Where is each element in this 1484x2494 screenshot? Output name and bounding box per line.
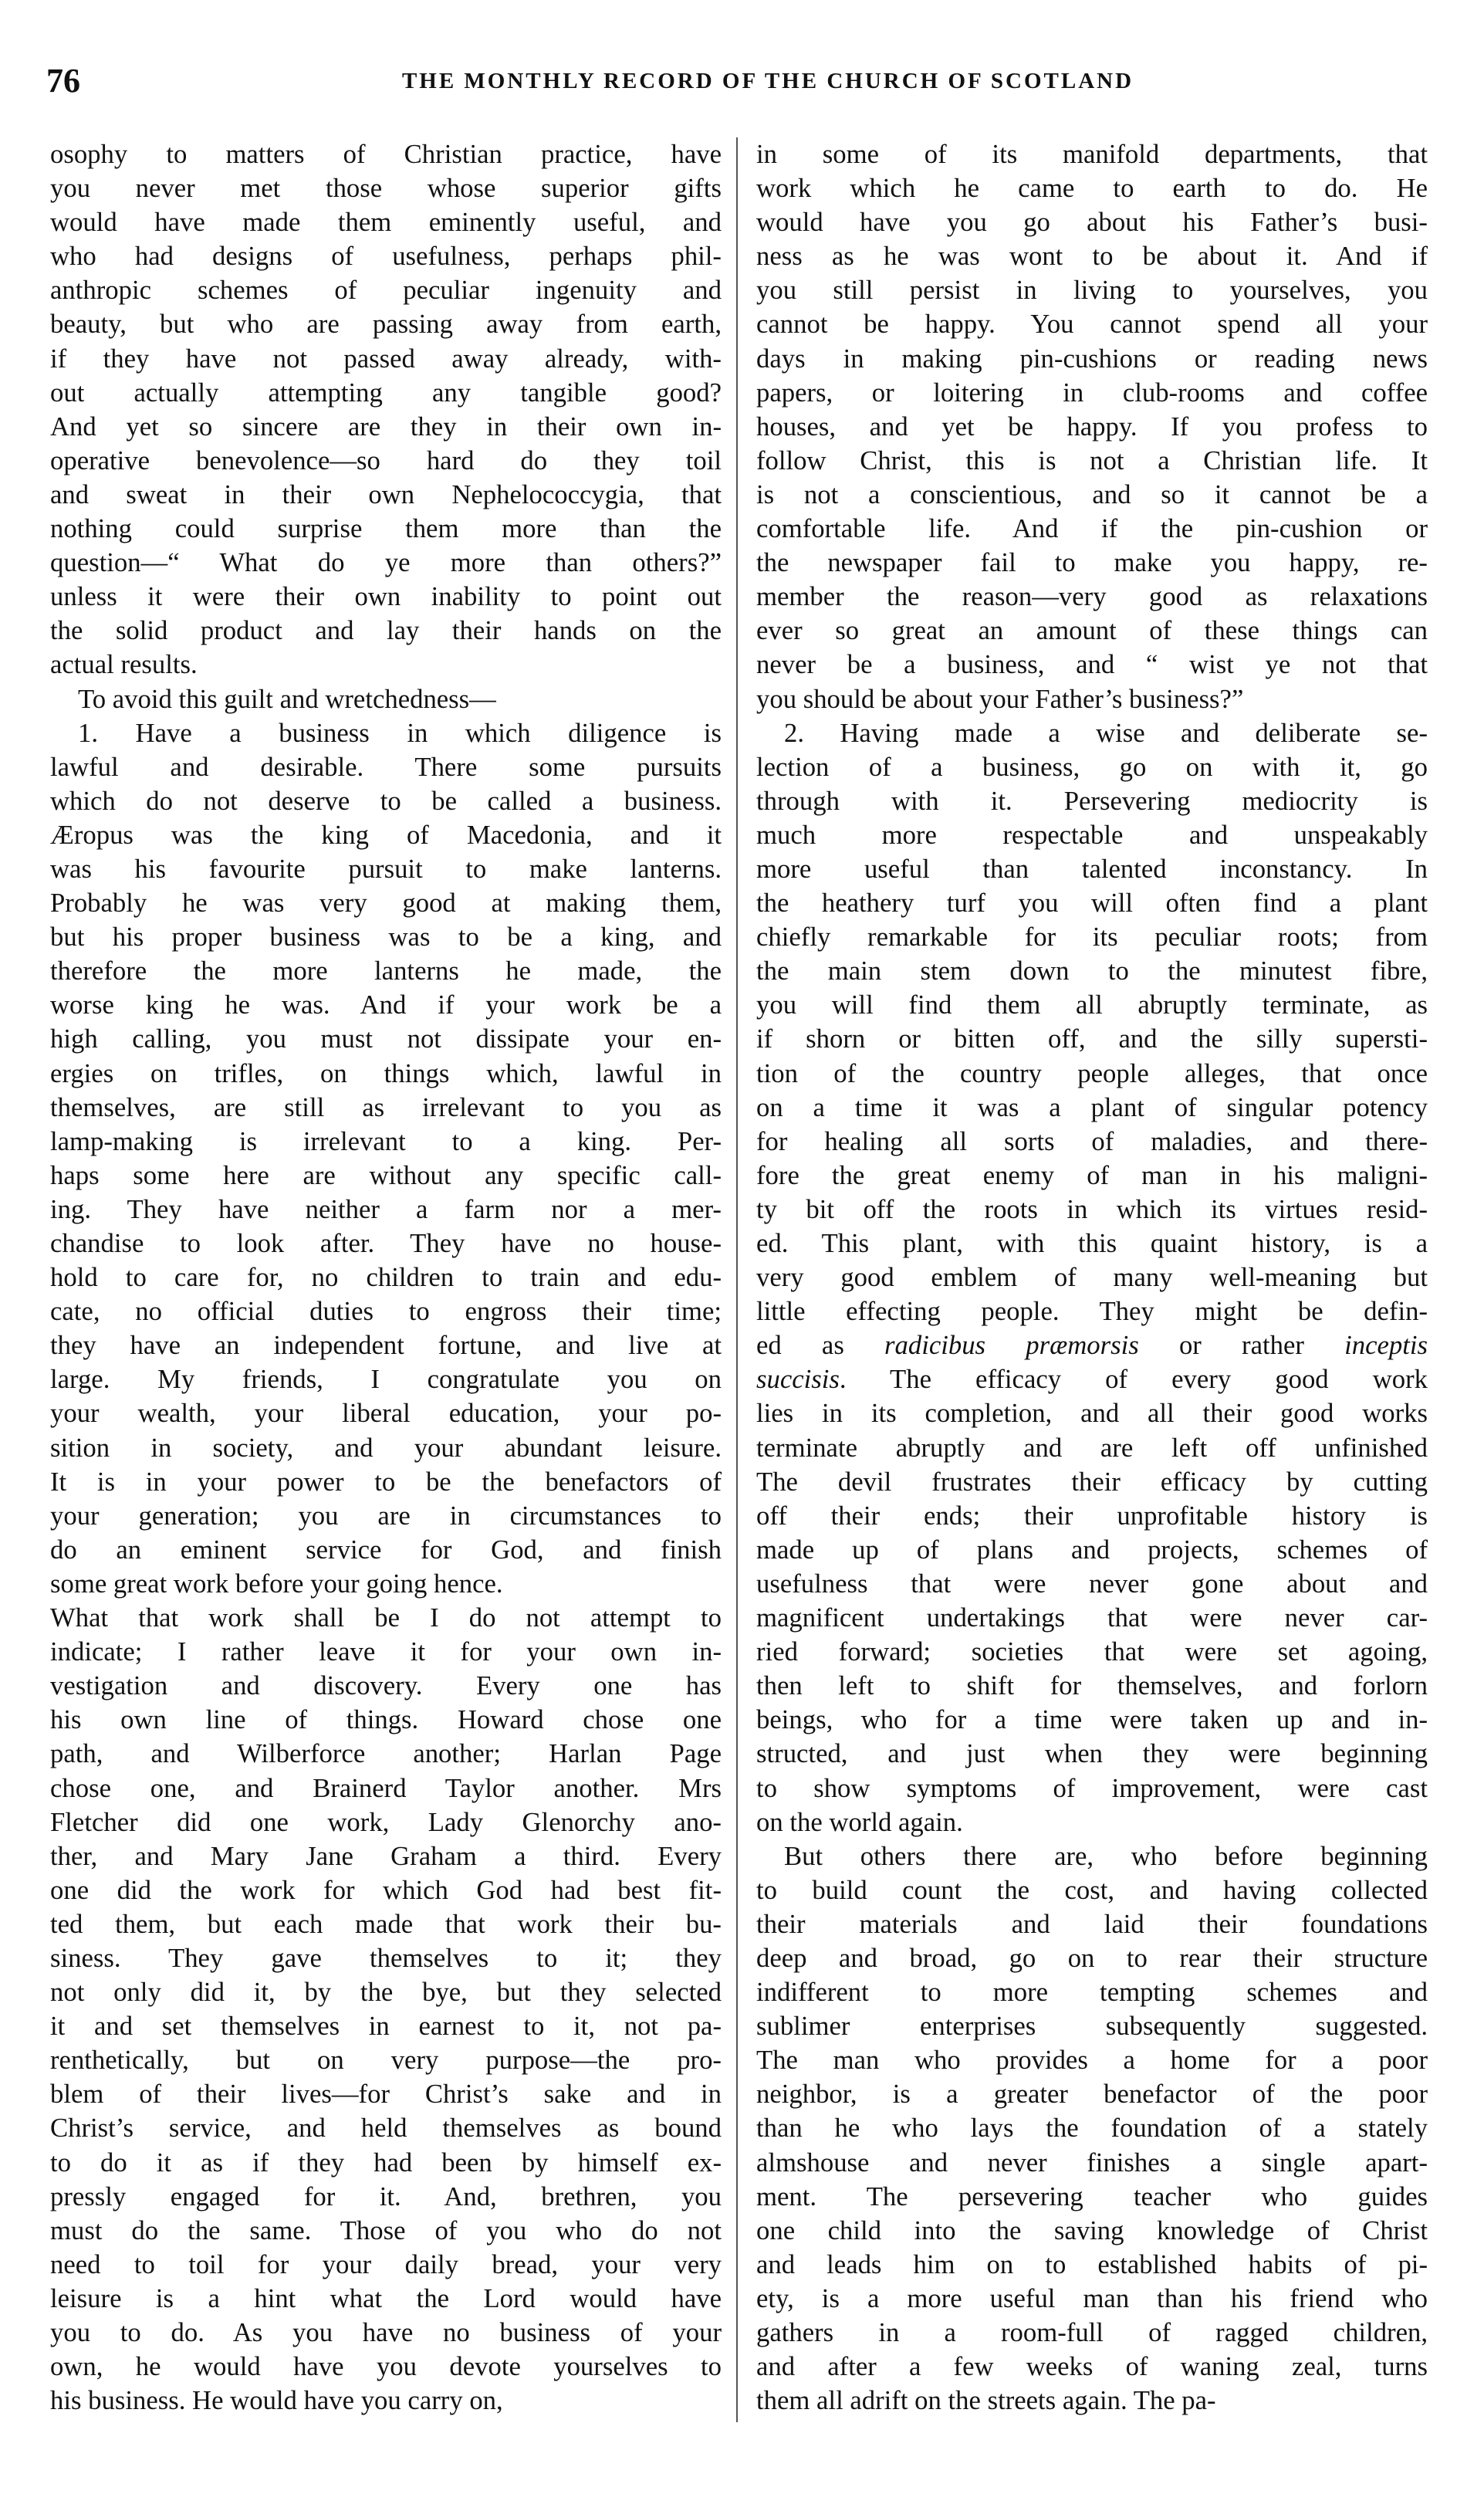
text-line: his business. He would have you carry on, bbox=[50, 2385, 503, 2416]
text-line: lection of a business, go on with it, go bbox=[756, 751, 1428, 782]
text-line: structed, and just when they were beginning bbox=[756, 1738, 1428, 1769]
text-line: osophy to matters of Christian practice, have bbox=[50, 139, 722, 169]
text-line: their materials and laid their foundations bbox=[756, 1908, 1428, 1939]
text-line: To avoid this guilt and wretchedness— bbox=[78, 683, 496, 714]
text-line: the main stem down to the minutest fibre, bbox=[756, 956, 1428, 986]
text-line: Probably he was very good at making them, bbox=[50, 888, 722, 919]
text-line: who had designs of usefulness, perhaps phil- bbox=[50, 241, 722, 272]
text-line: What that work shall be I do not attempt to bbox=[50, 1602, 722, 1633]
text-line: vestigation and discovery. Every one has bbox=[50, 1670, 722, 1701]
text-line: path, and Wilberforce another; Harlan Page bbox=[50, 1738, 722, 1769]
text-line: And yet so sincere are they in their own in- bbox=[50, 411, 722, 442]
text-line: than he who lays the foundation of a stately bbox=[756, 2113, 1428, 2144]
text-line: your wealth, your liberal education, your po- bbox=[50, 1398, 722, 1429]
text-line: unless it were their own inability to point out bbox=[50, 581, 722, 612]
text-line: his own line of things. Howard chose one bbox=[50, 1704, 722, 1735]
text-line: ed as radicibus præmorsis or rather inceptis bbox=[756, 1330, 1428, 1361]
text-line: operative benevolence—so hard do they toil bbox=[50, 445, 722, 475]
page-header bbox=[46, 54, 1405, 108]
text-line: you never met those whose superior gifts bbox=[50, 173, 722, 204]
text-line: on a time it was a plant of singular potency bbox=[756, 1091, 1428, 1122]
text-line: 1. Have a business in which diligence is bbox=[78, 717, 722, 748]
text-line: hold to care for, no children to train and edu- bbox=[50, 1262, 722, 1293]
text-line: haps some here are without any specific call- bbox=[50, 1159, 722, 1190]
running-title: THE MONTHLY RECORD OF THE CHURCH OF SCOTLAND bbox=[401, 69, 1134, 93]
text-line: pressly engaged for it. And, brethren, you bbox=[50, 2181, 722, 2211]
text-line: the newspaper fail to make you happy, re- bbox=[756, 547, 1428, 578]
text-line: gathers in a room-full of ragged children, bbox=[756, 2317, 1428, 2347]
text-line: lamp-making is irrelevant to a king. Per- bbox=[50, 1125, 722, 1156]
text-line: but his proper business was to be a king, and bbox=[50, 922, 722, 953]
text-line: beauty, but who are passing away from earth, bbox=[50, 309, 722, 340]
text-line: tion of the country people alleges, that once bbox=[756, 1057, 1428, 1088]
text-line: ed. This plant, with this quaint history, is a bbox=[756, 1228, 1428, 1258]
text-line: one did the work for which God had best fit- bbox=[50, 1874, 722, 1905]
text-line: follow Christ, this is not a Christian life. It bbox=[756, 445, 1428, 475]
text-line: you to do. As you have no business of your bbox=[50, 2317, 722, 2347]
text-line: one child into the saving knowledge of Christ bbox=[756, 2215, 1428, 2245]
left-text-column bbox=[50, 137, 722, 2418]
text-line: actual results. bbox=[50, 649, 198, 680]
text-line: blem of their lives—for Christ’s sake and in bbox=[50, 2079, 722, 2110]
text-line: usefulness that were never gone about and bbox=[756, 1568, 1428, 1599]
text-line: neighbor, is a greater benefactor of the poor bbox=[756, 2079, 1428, 2110]
text-line: then left to shift for themselves, and forlorn bbox=[756, 1670, 1428, 1701]
text-line: Christ’s service, and held themselves as bound bbox=[50, 2113, 722, 2144]
text-line: question—“ What do ye more than others?” bbox=[50, 547, 722, 578]
text-line: off their ends; their unprofitable history is bbox=[756, 1500, 1428, 1531]
text-line: indifferent to more tempting schemes and bbox=[756, 1977, 1428, 2008]
text-line: on the world again. bbox=[756, 1806, 963, 1837]
text-line: beings, who for a time were taken up and in- bbox=[756, 1704, 1428, 1735]
text-line: the solid product and lay their hands on the bbox=[50, 615, 722, 646]
text-line: ty bit off the roots in which its virtues resid- bbox=[756, 1193, 1428, 1224]
text-line: chiefly remarkable for its peculiar roots; from bbox=[756, 922, 1428, 953]
text-line: lawful and desirable. There some pursuits bbox=[50, 751, 722, 782]
text-line: The devil frustrates their efficacy by cutting bbox=[756, 1466, 1428, 1497]
text-line: not only did it, by the bye, but they selected bbox=[50, 1977, 722, 2008]
column-divider bbox=[736, 137, 738, 2422]
text-line: nothing could surprise them more than the bbox=[50, 513, 722, 544]
text-line: them all adrift on the streets again. The pa- bbox=[756, 2385, 1216, 2416]
text-line: fore the great enemy of man in his maligni- bbox=[756, 1159, 1428, 1190]
text-line: was his favourite pursuit to make lanterns. bbox=[50, 853, 722, 884]
text-line: to do it as if they had been by himself ex- bbox=[50, 2147, 722, 2178]
text-line: work which he came to earth to do. He bbox=[756, 173, 1428, 204]
text-line: chandise to look after. They have no house- bbox=[50, 1228, 722, 1258]
text-line: some great work before your going hence. bbox=[50, 1568, 503, 1599]
text-line: much more respectable and unspeakably bbox=[756, 819, 1428, 850]
text-line: would have you go about his Father’s busi- bbox=[756, 207, 1428, 238]
text-line: they have an independent fortune, and live at bbox=[50, 1330, 722, 1361]
text-line: for healing all sorts of maladies, and there- bbox=[756, 1125, 1428, 1156]
text-line: cannot be happy. You cannot spend all your bbox=[756, 309, 1428, 340]
text-line: to build count the cost, and having collected bbox=[756, 1874, 1428, 1905]
text-line: indicate; I rather leave it for your own in- bbox=[50, 1636, 722, 1667]
text-line: if they have not passed away already, with- bbox=[50, 343, 722, 374]
text-line: you should be about your Father’s business?” bbox=[756, 683, 1244, 714]
text-line: leisure is a hint what the Lord would have bbox=[50, 2283, 722, 2313]
text-line: ness as he was wont to be about it. And if bbox=[756, 241, 1428, 272]
text-line: large. My friends, I congratulate you on bbox=[50, 1364, 722, 1395]
text-line: high calling, you must not dissipate your en- bbox=[50, 1024, 722, 1054]
text-line: which do not deserve to be called a business. bbox=[50, 785, 722, 816]
text-line: lies in its completion, and all their good works bbox=[756, 1398, 1428, 1429]
text-line: need to toil for your daily bread, your very bbox=[50, 2249, 722, 2279]
text-line: houses, and yet be happy. If you profess to bbox=[756, 411, 1428, 442]
text-line: your generation; you are in circumstances to bbox=[50, 1500, 722, 1531]
text-line: It is in your power to be the benefactors of bbox=[50, 1466, 722, 1497]
text-line: comfortable life. And if the pin-cushion or bbox=[756, 513, 1428, 544]
text-line: chose one, and Brainerd Taylor another. Mrs bbox=[50, 1772, 722, 1803]
text-line: therefore the more lanterns he made, the bbox=[50, 956, 722, 986]
text-line: But others there are, who before beginning bbox=[784, 1840, 1428, 1871]
text-line: sition in society, and your abundant leisure. bbox=[50, 1432, 722, 1463]
text-line: sublimer enterprises subsequently suggested. bbox=[756, 2011, 1428, 2042]
page-number: 76 bbox=[46, 62, 80, 100]
text-line: terminate abruptly and are left off unfinished bbox=[756, 1432, 1428, 1463]
text-line: deep and broad, go on to rear their structure bbox=[756, 1942, 1428, 1973]
text-line: in some of its manifold departments, that bbox=[756, 139, 1428, 169]
text-line: ther, and Mary Jane Graham a third. Every bbox=[50, 1840, 722, 1871]
text-line: if shorn or bitten off, and the silly supersti- bbox=[756, 1024, 1428, 1054]
text-line: and after a few weeks of waning zeal, turns bbox=[756, 2351, 1428, 2382]
text-line: would have made them eminently useful, and bbox=[50, 207, 722, 238]
text-line: renthetically, but on very purpose—the pro- bbox=[50, 2045, 722, 2076]
text-line: is not a conscientious, and so it cannot be a bbox=[756, 479, 1428, 509]
text-line: must do the same. Those of you who do not bbox=[50, 2215, 722, 2245]
text-line: days in making pin-cushions or reading news bbox=[756, 343, 1428, 374]
text-line: do an eminent service for God, and finish bbox=[50, 1534, 722, 1565]
text-line: ever so great an amount of these things can bbox=[756, 615, 1428, 646]
text-line: almshouse and never finishes a single apart- bbox=[756, 2147, 1428, 2178]
text-line: to show symptoms of improvement, were cast bbox=[756, 1772, 1428, 1803]
text-line: themselves, are still as irrelevant to you as bbox=[50, 1091, 722, 1122]
text-line: 2. Having made a wise and deliberate se- bbox=[784, 717, 1428, 748]
text-line: ergies on trifles, on things which, lawful in bbox=[50, 1057, 722, 1088]
text-line: ted them, but each made that work their bu- bbox=[50, 1908, 722, 1939]
right-text-column bbox=[756, 137, 1428, 2418]
text-line: The man who provides a home for a poor bbox=[756, 2045, 1428, 2076]
text-line: ing. They have neither a farm nor a mer- bbox=[50, 1193, 722, 1224]
text-line: ment. The persevering teacher who guides bbox=[756, 2181, 1428, 2211]
text-line: anthropic schemes of peculiar ingenuity and bbox=[50, 275, 722, 306]
text-line: it and set themselves in earnest to it, not pa- bbox=[50, 2011, 722, 2042]
text-line: papers, or loitering in club-rooms and coffee bbox=[756, 377, 1428, 408]
text-line: siness. They gave themselves to it; they bbox=[50, 1942, 722, 1973]
text-line: the heathery turf you will often find a plant bbox=[756, 888, 1428, 919]
text-line: and sweat in their own Nephelococcygia, that bbox=[50, 479, 722, 509]
text-line: you will find them all abruptly terminate, as bbox=[756, 990, 1428, 1020]
text-line: own, he would have you devote yourselves to bbox=[50, 2351, 722, 2382]
text-line: more useful than talented inconstancy. In bbox=[756, 853, 1428, 884]
text-line: through with it. Persevering mediocrity is bbox=[756, 785, 1428, 816]
text-line: Æropus was the king of Macedonia, and it bbox=[50, 819, 722, 850]
text-line: you still persist in living to yourselves, you bbox=[756, 275, 1428, 306]
text-line: cate, no official duties to engross their time; bbox=[50, 1296, 722, 1327]
text-line: worse king he was. And if your work be a bbox=[50, 990, 722, 1020]
text-line: little effecting people. They might be defin- bbox=[756, 1296, 1428, 1327]
text-line: very good emblem of many well-meaning but bbox=[756, 1262, 1428, 1293]
text-line: ety, is a more useful man than his friend who bbox=[756, 2283, 1428, 2313]
text-line: member the reason—very good as relaxations bbox=[756, 581, 1428, 612]
text-line: succisis. The efficacy of every good work bbox=[756, 1364, 1428, 1395]
text-line: Fletcher did one work, Lady Glenorchy ano- bbox=[50, 1806, 722, 1837]
text-line: never be a business, and “ wist ye not that bbox=[756, 649, 1428, 680]
text-line: magnificent undertakings that were never car- bbox=[756, 1602, 1428, 1633]
text-line: made up of plans and projects, schemes of bbox=[756, 1534, 1428, 1565]
text-line: out actually attempting any tangible good? bbox=[50, 377, 722, 408]
text-line: and leads him on to established habits of pi- bbox=[756, 2249, 1428, 2279]
text-line: ried forward; societies that were set agoing, bbox=[756, 1636, 1428, 1667]
